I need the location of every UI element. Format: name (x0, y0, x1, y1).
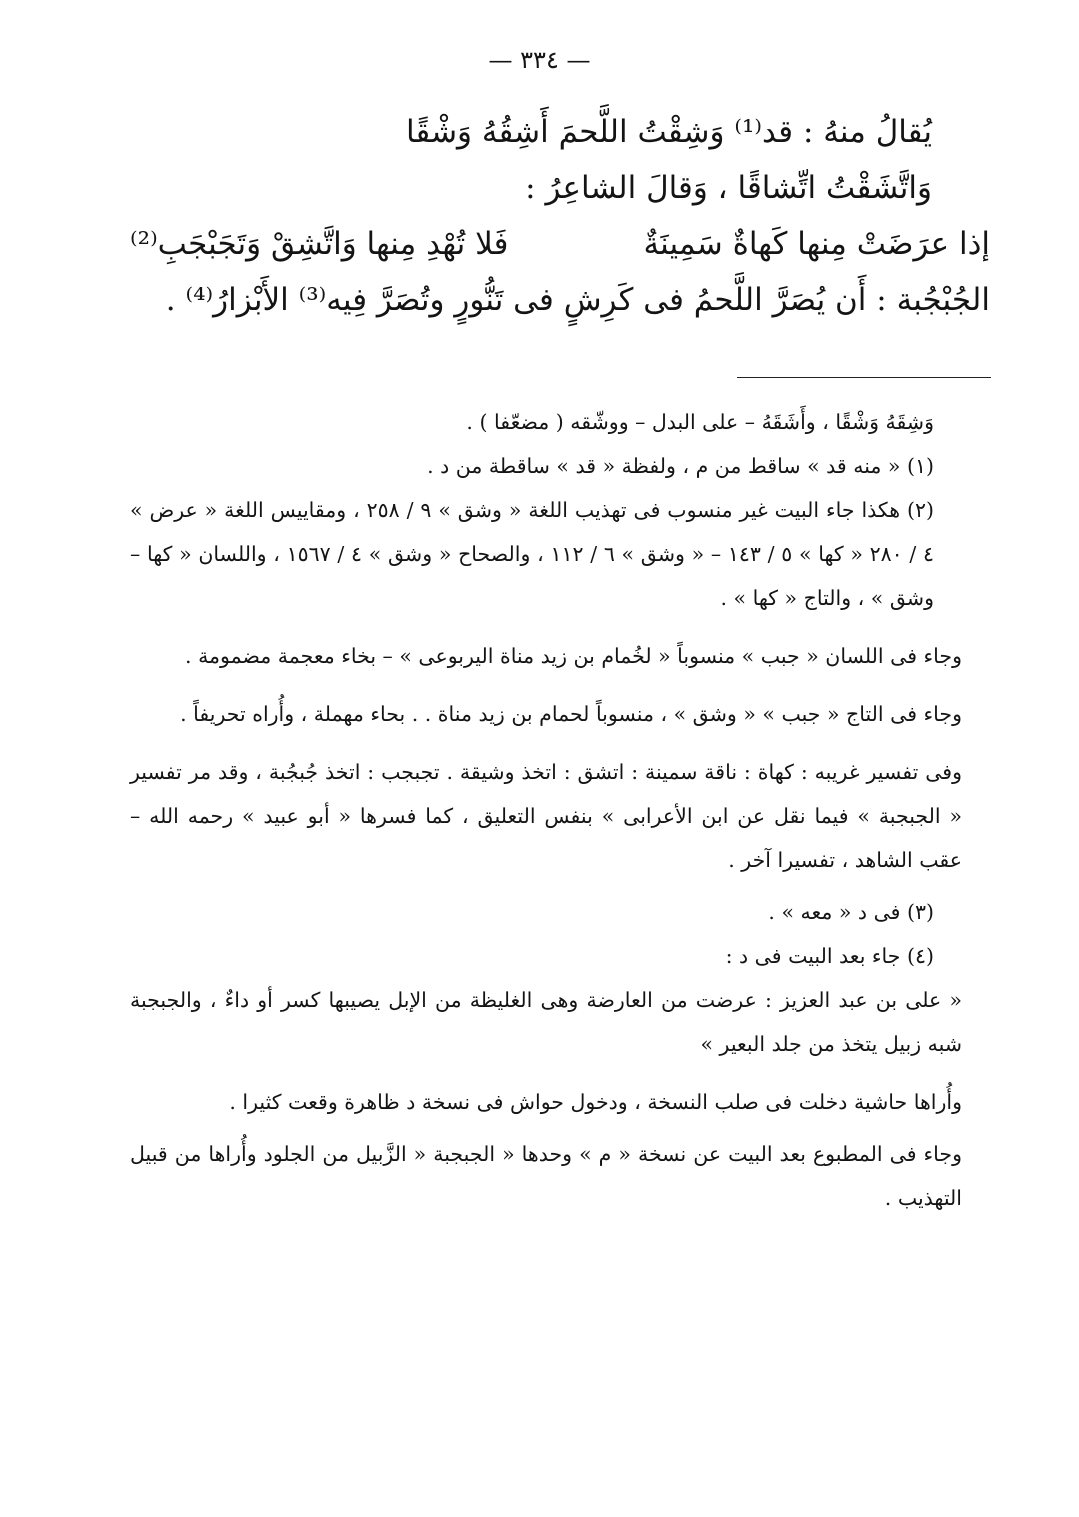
footnote-quote: « على بن عبد العزيز : عرضت من العارضة وهى الغليظة من الإبل يصيبها كسر أو داءٌ ، والجبجبة شبه زبيل يتخذ من جلد البعير » (130, 988, 962, 1056)
spacer (130, 1124, 992, 1132)
footnote-continuation: وَشِقَهُ وَشْقًا ، وأَشَقَهُ – على البدل – ووشّقه ( مضعّفا ) . (466, 410, 934, 434)
footnotes (130, 400, 992, 1220)
footnote-4: (٤) جاء بعد البيت فى د : (725, 944, 934, 968)
footnote-1: (١) « منه قد » ساقط من م ، ولفظة « قد » ساقطة من د . (427, 454, 934, 478)
verse-first-hemistich: إذا عرَضَتْ مِنها كَهاةٌ سَمِينَةٌ (643, 226, 990, 262)
spacer (130, 620, 992, 634)
spacer (130, 882, 992, 890)
spacer (130, 678, 992, 692)
spacer (130, 1066, 992, 1080)
main-text (130, 104, 990, 328)
footnote-2: (٢) هكذا جاء البيت غير منسوب فى تهذيب اللغة « وشق » ٩ / ٢٥٨ ، ومقاييس اللغة « عرض » ٤ / ٢٨٠ « كها » ٥ / ١٤٣ – « وشق » ٦ / ١١٢ ، والصحاح « وشق » ٤ / ١٥٦٧ ، واللسان « كها – وشق » ، والتاج « كها » . (130, 498, 934, 610)
poetry-verse (130, 216, 990, 272)
main-text-line: وَاتَّشَقْتُ اتِّشاقًا ، وَقالَ الشاعِرُ : (525, 170, 932, 206)
footnote-paragraph: وجاء فى المطبوع بعد البيت عن نسخة « م » وحدها « الجبجبة « الزَّبيل من الجلود وأُراها من قبيل التهذيب . (130, 1142, 962, 1210)
footnote-paragraph: وفى تفسير غريبه : كهاة : ناقة سمينة : اتشق : اتخذ وشيقة . تجبجب : اتخذ جُبجُبة ، وقد مر تفسير « الجبجبة » فيما نقل عن ابن الأعرابى » بنفس التعليق ، كما فسرها « أبو عبيد » رحمه الله – عقب الشاهد ، تفسيرا آخر . (130, 760, 962, 872)
spacer (130, 736, 992, 750)
main-text-line: يُقالُ منهُ : قد⁽¹⁾ وَشِقْتُ اللَّحمَ أَشِقُهُ وَشْقًا (405, 114, 932, 150)
footnote-paragraph: وجاء فى اللسان « جبب » منسوباً « لخُمام بن زيد مناة اليربوعى » – بخاء معجمة مضمومة . (185, 644, 962, 668)
footnote-paragraph: وجاء فى التاج « جبب » « وشق » ، منسوباً لحمام بن زيد مناة . . بحاء مهملة ، وأُراه تحريفاً . (180, 702, 962, 726)
main-text-line: الجُبْجُبة : أَن يُصَرَّ اللَّحمُ فى كَرِشٍ فى تَنُّورٍ وتُصَرَّ فِيه⁽³⁾ الأَبْزارُ⁽⁴⁾ . (165, 282, 990, 318)
footnote-separator (737, 377, 991, 378)
verse-second-hemistich: فَلا تُهْدِ مِنها وَاتَّشِقْ وَتَجَبْجَبِ⁽²⁾ (130, 226, 509, 262)
footnote-3: (٣) فى د « معه » . (768, 900, 934, 924)
footnote-paragraph: وأُراها حاشية دخلت فى صلب النسخة ، ودخول حواش فى نسخة د ظاهرة وقعت كثيرا . (229, 1090, 962, 1114)
page-number: — ٣٣٤ — (488, 46, 591, 74)
